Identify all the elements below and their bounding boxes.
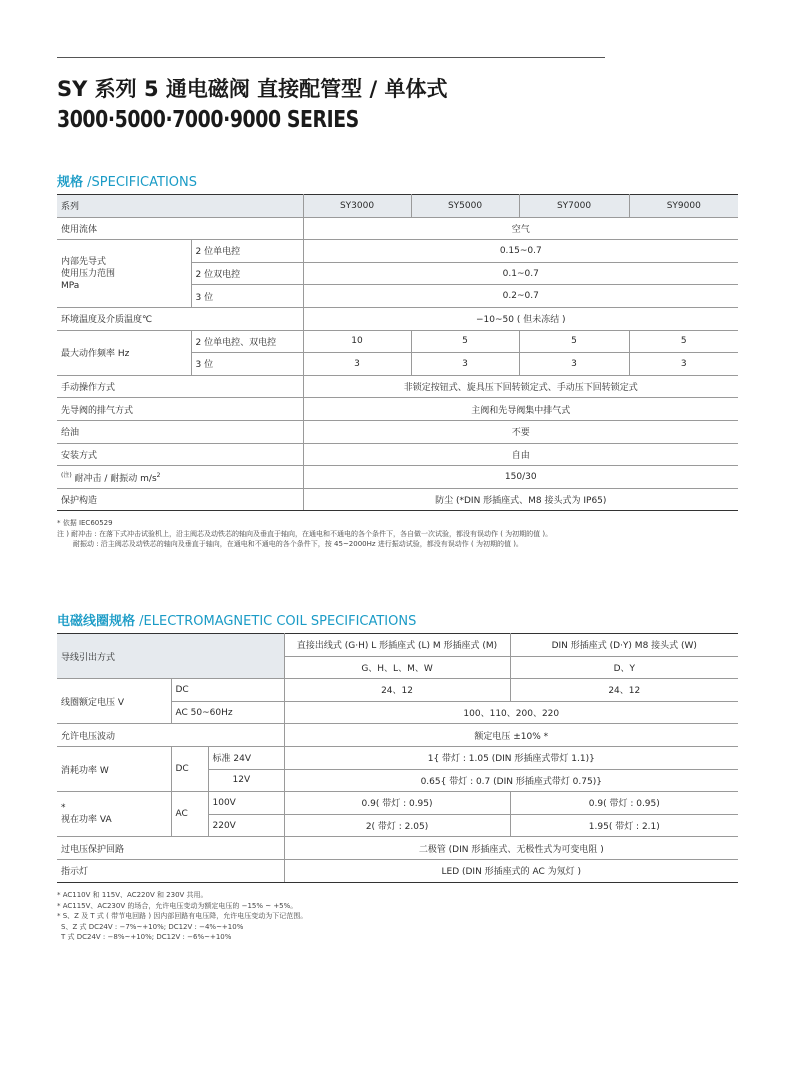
pressure-label-line: 内部先导式 [61, 256, 107, 267]
note-mark: (注) [61, 471, 72, 479]
note-line: * 依据 IEC60529 [57, 519, 113, 527]
frequency-label: 最大动作频率 Hz [57, 330, 191, 375]
coil-notes [57, 890, 307, 943]
ac-voltage-value: 100、110、200、220 [284, 701, 738, 724]
lead-type-codes: G、H、L、M、W [284, 656, 510, 679]
model-header: SY5000 [411, 195, 519, 218]
ac-label: AC 50~60Hz [171, 701, 284, 724]
apparent-power-value: 2( 带灯 : 2.05) [284, 814, 510, 837]
exhaust-value: 主阀和先导阀集中排气式 [303, 398, 738, 421]
frequency-value: 10 [303, 330, 411, 353]
note-line: * AC115V、AC230V 的场合，允许电压变动为额定电压的 −15% ~ +5%。 [57, 901, 298, 910]
shock-vibration-label [57, 466, 303, 489]
power-standard-label: 标准 24V [208, 746, 284, 769]
note-line: * S、Z 及 T 式 ( 带节电回路 ) 因内部回路有电压降，允许电压变动为下记范围。 [57, 912, 308, 921]
pressure-value: 0.2~0.7 [303, 285, 738, 308]
frequency-type: 3 位 [191, 353, 303, 376]
shock-vibration-value: 150/30 [303, 466, 738, 489]
apparent-power-star: * [61, 803, 66, 814]
page-title: SY 系列 5 通电磁阀 直接配管型 / 单体式 [57, 77, 448, 101]
apparent-power-text: 视在功率 VA [61, 815, 112, 826]
temperature-value: −10~50 ( 但未冻结 ) [303, 307, 738, 330]
coil-specifications-table [57, 633, 738, 883]
manual-override-label: 手动操作方式 [57, 375, 303, 398]
mounting-label: 安装方式 [57, 443, 303, 466]
specifications-heading [57, 171, 197, 190]
lead-type-header: DIN 形插座式 (D·Y) M8 接头式 (W) [510, 634, 738, 657]
lead-type-codes: D、Y [510, 656, 738, 679]
series-title: 3000·5000·7000·9000 SERIES [57, 107, 359, 133]
coil-specifications-heading [57, 610, 416, 629]
dc-voltage-value: 24、12 [510, 679, 738, 702]
power-consumption-label: 消耗功率 W [57, 746, 171, 791]
coil-heading-en: /ELECTROMAGNETIC COIL SPECIFICATIONS [135, 614, 417, 629]
power-12v-label: 12V [208, 769, 284, 792]
apparent-power-voltage: 220V [208, 814, 284, 837]
pressure-type: 2 位单电控 [191, 240, 303, 263]
exhaust-label: 先导阀的排气方式 [57, 398, 303, 421]
apparent-power-ac-label: AC [171, 792, 208, 837]
dc-label: DC [171, 679, 284, 702]
frequency-value: 3 [303, 353, 411, 376]
apparent-power-value: 0.9( 带灯 : 0.95) [284, 792, 510, 815]
mounting-value: 自由 [303, 443, 738, 466]
surge-protection-label: 过电压保护回路 [57, 837, 284, 860]
specifications-notes [57, 518, 552, 550]
power-dc-label: DC [171, 746, 208, 791]
apparent-power-value: 1.95( 带灯 : 2.1) [510, 814, 738, 837]
note-line: * AC110V 和 115V、AC220V 和 230V 共用。 [57, 891, 208, 899]
model-header: SY7000 [519, 195, 629, 218]
model-header: SY3000 [303, 195, 411, 218]
pressure-type: 3 位 [191, 285, 303, 308]
note-line: T 式 DC24V : −8%~+10%; DC12V : −6%~+10% [61, 933, 232, 942]
indicator-light-value: LED (DIN 形插座式的 AC 为氖灯 ) [284, 859, 738, 882]
note-line: 耐振动 : 沿主阀芯及动铁芯的轴向及垂直于轴向，在通电和不通电的各个条件下，按 45~2000Hz 进行振动试验，都没有误动作 ( 为初期的值 )。 [73, 540, 523, 549]
specifications-heading-en: /SPECIFICATIONS [83, 175, 198, 190]
fluid-value: 空气 [303, 217, 738, 240]
apparent-power-label [57, 792, 171, 837]
dc-voltage-value: 24、12 [284, 679, 510, 702]
coil-heading-cn: 电磁线圈规格 [57, 614, 136, 629]
surge-protection-value: 二极管 (DIN 形插座式、无极性式为可变电阻 ) [284, 837, 738, 860]
apparent-power-voltage: 100V [208, 792, 284, 815]
lead-wire-label: 导线引出方式 [57, 634, 284, 679]
frequency-type: 2 位单电控、双电控 [191, 330, 303, 353]
lead-type-header: 直接出线式 (G·H) L 形插座式 (L) M 形插座式 (M) [284, 634, 510, 657]
power-standard-value: 1{ 带灯 : 1.05 (DIN 形插座式带灯 1.1)} [284, 746, 738, 769]
indicator-light-label: 指示灯 [57, 859, 284, 882]
voltage-fluctuation-label: 允许电压波动 [57, 724, 284, 747]
rated-voltage-label: 线圈额定电压 V [57, 679, 171, 724]
note-line: 注 ) 耐冲击 : 在落下式冲击试验机上，沿主阀芯及动铁芯的轴向及垂直于轴向，在通电和不通电的各个条件下，各自做一次试验，都没有误动作 ( 为初期的值 )。 [57, 529, 553, 538]
frequency-value: 3 [519, 353, 629, 376]
specifications-heading-cn: 规格 [57, 175, 84, 190]
pressure-label-line: MPa [61, 280, 80, 291]
apparent-power-value: 0.9( 带灯 : 0.95) [510, 792, 738, 815]
voltage-fluctuation-value: 额定电压 ±10% * [284, 724, 738, 747]
series-header: 系列 [57, 195, 303, 218]
frequency-value: 3 [411, 353, 519, 376]
fluid-label: 使用流体 [57, 217, 303, 240]
frequency-value: 5 [629, 330, 738, 353]
enclosure-value: 防尘 (*DIN 形插座式、M8 接头式为 IP65) [303, 488, 738, 511]
pressure-type: 2 位双电控 [191, 262, 303, 285]
unit-superscript: 2 [156, 471, 161, 479]
frequency-value: 3 [629, 353, 738, 376]
lubrication-label: 给油 [57, 420, 303, 443]
pressure-value: 0.1~0.7 [303, 262, 738, 285]
top-divider [57, 57, 605, 58]
manual-override-value: 非锁定按钮式、旋具压下回转锁定式、手动压下回转锁定式 [303, 375, 738, 398]
pressure-label-line: 使用压力范围 [61, 268, 116, 279]
shock-vibration-text: 耐冲击 / 耐振动 m/s [71, 473, 157, 484]
temperature-label: 环境温度及介质温度℃ [57, 307, 303, 330]
note-line: S、Z 式 DC24V : −7%~+10%; DC12V : −4%~+10% [61, 922, 244, 931]
power-12v-value: 0.65{ 带灯 : 0.7 (DIN 形插座式带灯 0.75)} [284, 769, 738, 792]
model-header: SY9000 [629, 195, 738, 218]
lubrication-value: 不要 [303, 420, 738, 443]
frequency-value: 5 [411, 330, 519, 353]
specifications-table [57, 194, 738, 511]
pressure-value: 0.15~0.7 [303, 240, 738, 263]
frequency-value: 5 [519, 330, 629, 353]
enclosure-label: 保护构造 [57, 488, 303, 511]
pressure-label [57, 240, 191, 308]
